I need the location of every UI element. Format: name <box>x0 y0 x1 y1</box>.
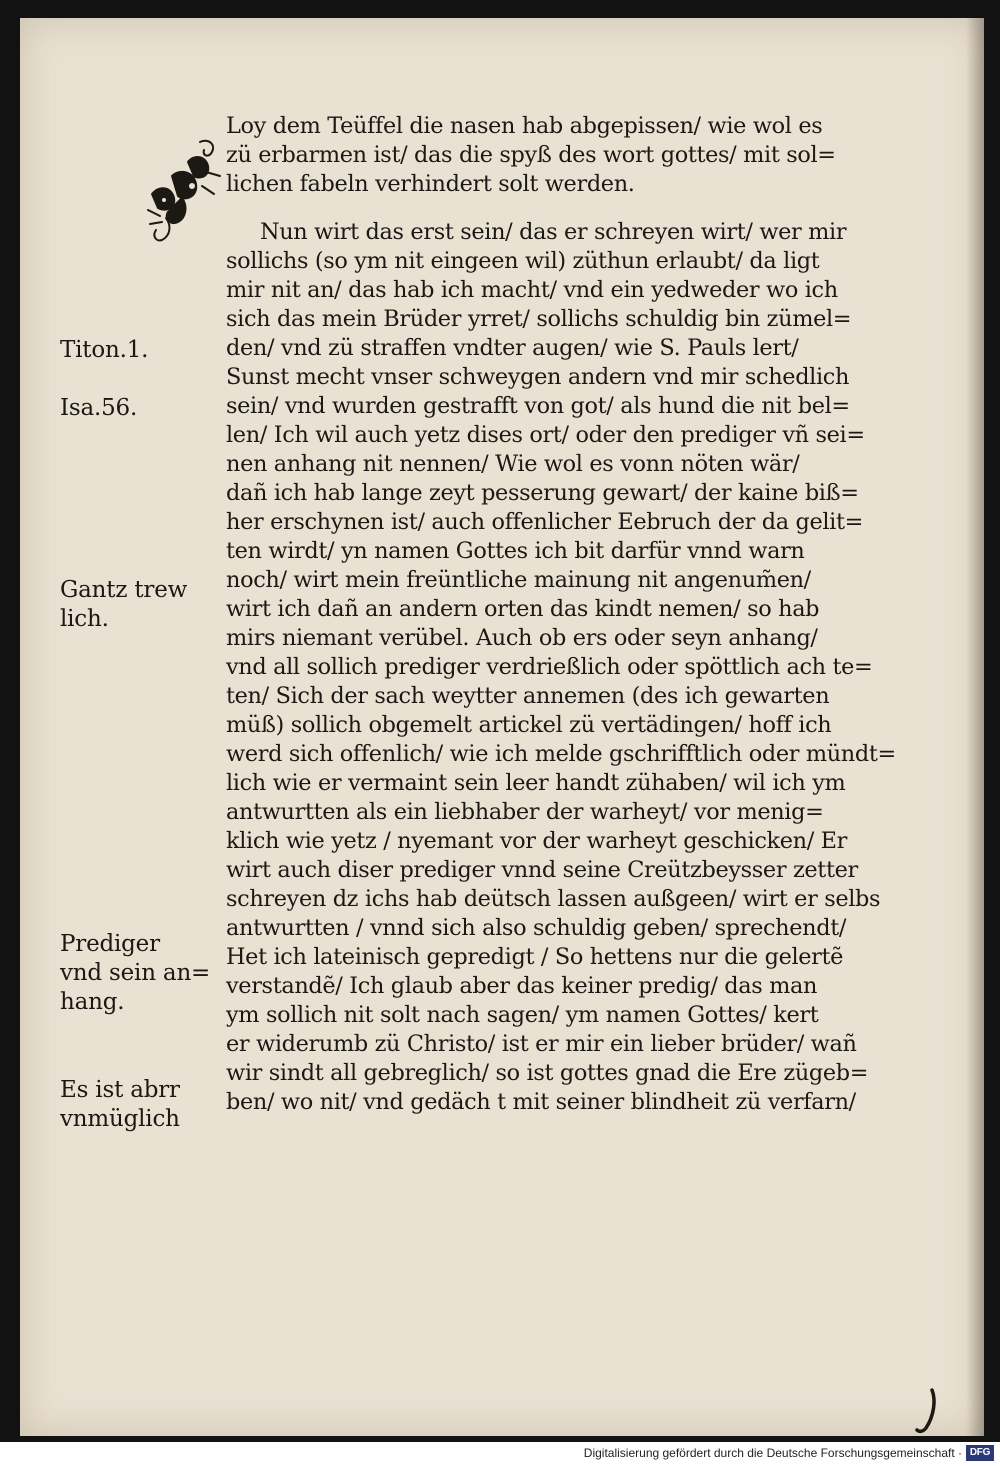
signature-mark-icon <box>914 1386 944 1436</box>
text-line: nen anhang nit nennen/ Wie wol es vonn nöten wär/ <box>226 451 800 477</box>
paragraph-gap <box>226 199 938 218</box>
margin-note-line: Isa.56. <box>60 395 138 421</box>
text-line: ten wirdt/ yn namen Gottes ich bit darfür vnnd warn <box>226 538 805 564</box>
text-line: sollichs (so ym nit eingeen wil) züthun erlaubt/ da ligt <box>226 248 820 274</box>
margin-note-line: lich. <box>60 606 109 632</box>
text-line: lichen fabeln verhindert solt werden. <box>226 171 635 197</box>
paragraph-2 <box>226 218 938 1117</box>
margin-note-line: Titon.1. <box>60 337 149 363</box>
text-line: antwurtten als ein liebhaber der warheyt/ vor menig= <box>226 799 824 825</box>
margin-note-line: vnd sein an= <box>60 960 211 986</box>
text-line: dañ ich hab lange zeyt pesserung gewart/ der kaine biß= <box>226 480 859 506</box>
text-line: schreyen dz ichs hab deütsch lassen außgeen/ wirt er selbs <box>226 886 881 912</box>
text-line: zü erbarmen ist/ das die spyß des wort gottes/ mit sol= <box>226 142 836 168</box>
text-line: Sunst mecht vnser schweygen andern vnd mir schedlich <box>226 364 850 390</box>
text-line: vnd all sollich prediger verdrießlich oder spöttlich ach te= <box>226 654 873 680</box>
text-line: mir nit an/ das hab ich macht/ vnd ein yedweder wo ich <box>226 277 838 303</box>
text-line: er widerumb zü Christo/ ist er mir ein lieber brüder/ wañ <box>226 1031 857 1057</box>
paragraph-1 <box>226 112 938 199</box>
text-line: lich wie er vermaint sein leer handt zühaben/ wil ich ym <box>226 770 846 796</box>
manicule-ornament-icon <box>142 136 232 246</box>
text-line: wirt auch diser prediger vnnd seine Creützbeysser zetter <box>226 857 858 883</box>
footer-bar <box>0 1442 1000 1466</box>
main-text <box>226 112 938 1117</box>
margin-note-ganz <box>60 576 187 634</box>
margin-note-line: Gantz trew <box>60 577 188 603</box>
margin-note-line: Es ist abrr <box>60 1077 180 1103</box>
text-line: Het ich lateinisch gepredigt / So hettens nur die gelertẽ <box>226 944 844 970</box>
text-line: ben/ wo nit/ vnd gedäch t mit seiner blindheit zü verfarn/ <box>226 1089 856 1115</box>
text-line: wirt ich dañ an andern orten das kindt nemen/ so hab <box>226 596 820 622</box>
text-line: ym sollich nit solt nach sagen/ ym namen Gottes/ kert <box>226 1002 819 1028</box>
dfg-logo: DFG <box>966 1445 994 1461</box>
text-line: len/ Ich wil auch yetz dises ort/ oder den prediger vñ sei= <box>226 422 865 448</box>
text-line: werd sich offenlich/ wie ich melde gschrifftlich oder mündt= <box>226 741 896 767</box>
text-line: sich das mein Brüder yrret/ sollichs schuldig bin zümel= <box>226 306 852 332</box>
text-line: wir sindt all gebreglich/ so ist gottes gnad die Ere zügeb= <box>226 1060 869 1086</box>
text-line: sein/ vnd wurden gestrafft von got/ als hund die nit bel= <box>226 393 850 419</box>
margin-note-line: hang. <box>60 989 125 1015</box>
margin-note-titon <box>60 336 148 365</box>
margin-note-prediger <box>60 930 210 1017</box>
text-line: müß) sollich obgemelt artickel zü vertädingen/ hoff ich <box>226 712 832 738</box>
text-line: Nun wirt das erst sein/ das er schreyen wirt/ wer mir <box>260 219 847 245</box>
text-line: Loy dem Teüffel die nasen hab abgepissen/ wie wol es <box>226 113 823 139</box>
funding-credit: Digitalisierung gefördert durch die Deutsche Forschungsgemeinschaft · <box>583 1446 962 1460</box>
margin-note-line: vnmüglich <box>60 1106 180 1132</box>
text-line: verstandẽ/ Ich glaub aber das keiner predig/ das man <box>226 973 818 999</box>
margin-note-esist <box>60 1076 180 1134</box>
text-line: her erschynen ist/ auch offenlicher Eebruch der da gelit= <box>226 509 864 535</box>
margin-note-isa <box>60 394 137 423</box>
text-line: noch/ wirt mein freüntliche mainung nit angenum̃en/ <box>226 567 811 593</box>
text-line: mirs niemant verübel. Auch ob ers oder seyn anhang/ <box>226 625 818 651</box>
margin-note-line: Prediger <box>60 931 160 957</box>
text-line: antwurtten / vnnd sich also schuldig geben/ sprechendt/ <box>226 915 847 941</box>
text-line: den/ vnd zü straffen vndter augen/ wie S. Pauls lert/ <box>226 335 799 361</box>
text-line: klich wie yetz / nyemant vor der warheyt geschicken/ Er <box>226 828 848 854</box>
text-line: ten/ Sich der sach weytter annemen (des ich gewarten <box>226 683 830 709</box>
